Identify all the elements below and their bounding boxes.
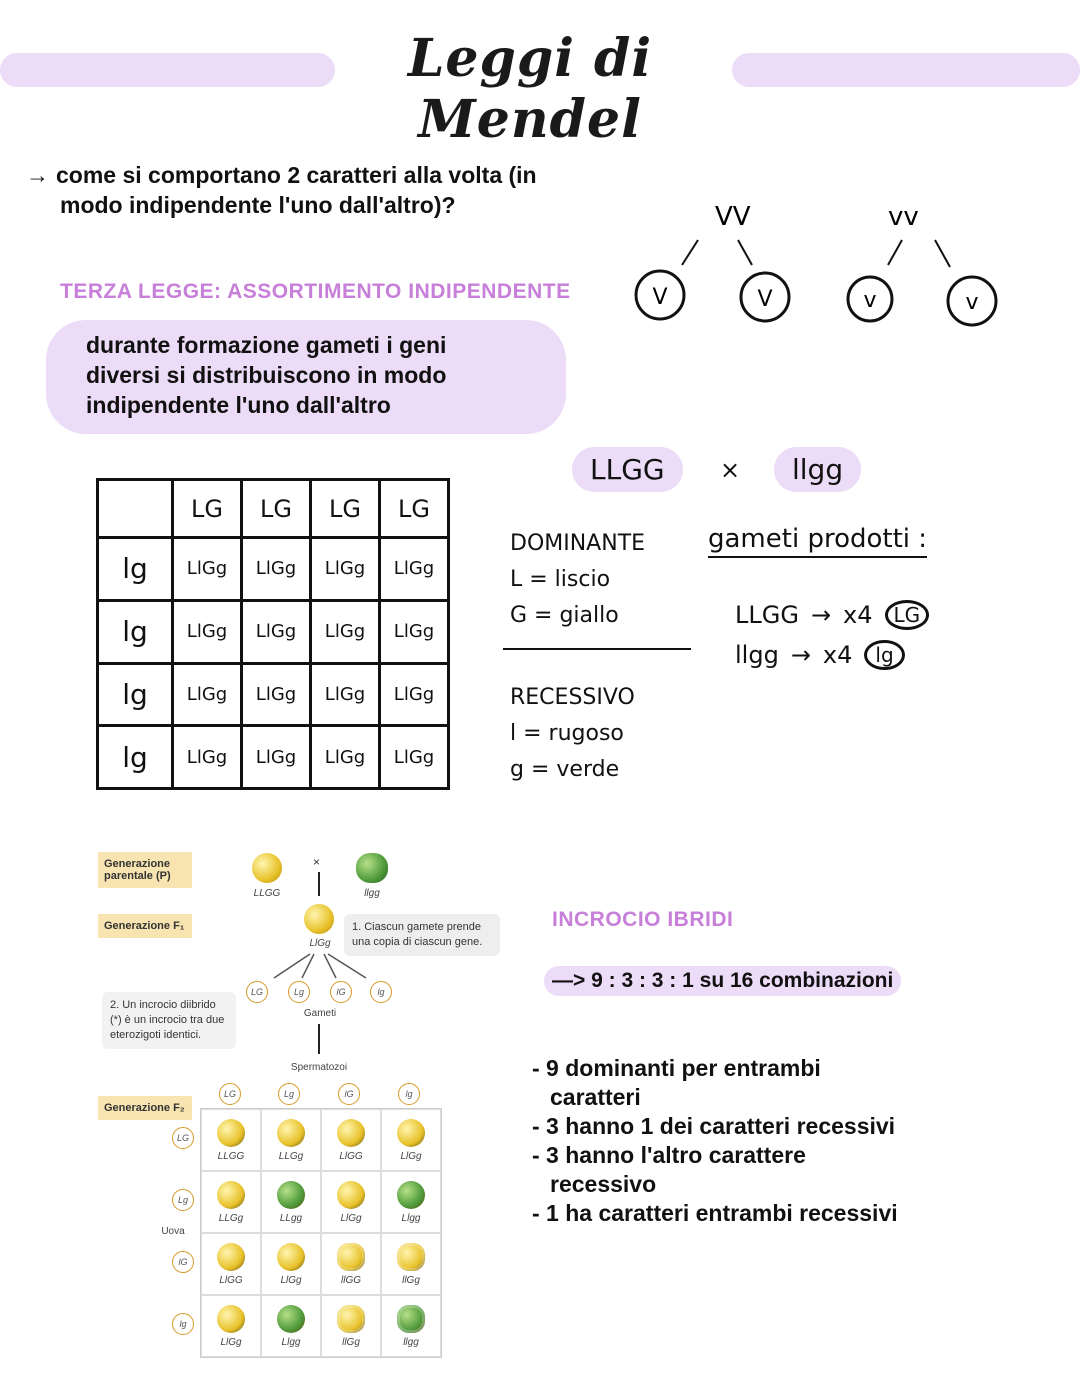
grid-cell: [321, 1109, 381, 1171]
gamete-icon: lG: [330, 981, 352, 1003]
divider: [503, 648, 691, 650]
recessive-traits: [510, 680, 635, 788]
genotype-label: LlGg: [340, 1212, 362, 1224]
cell: LlGg: [380, 663, 449, 726]
genotype-label: Llgg: [281, 1336, 301, 1348]
arrow-left-2: [738, 240, 752, 265]
gametes-line-1: [735, 600, 929, 630]
cell: LlGg: [311, 663, 380, 726]
yellow-smooth-pea-icon: [277, 1243, 305, 1271]
header-cell: LG: [242, 480, 311, 538]
yellow-smooth-pea-icon: [217, 1181, 245, 1209]
list-item: - 3 hanno 1 dei caratteri recessivi: [532, 1113, 896, 1139]
grid-cell: [261, 1295, 321, 1357]
cell: LlGg: [380, 726, 449, 789]
arrow-icon: →: [810, 601, 832, 629]
cell: LlGg: [242, 726, 311, 789]
sperm-gamete-icon: lg: [398, 1083, 420, 1105]
hybrid-ratio: —> 9 : 3 : 3 : 1 su 16 combinazioni: [544, 966, 901, 996]
dominant-trait: G = giallo: [510, 603, 619, 628]
gamete-icon: LG: [246, 981, 268, 1003]
note-2: 2. Un incrocio diibrido (*) è un incrocio tra due eterozigoti identici.: [102, 992, 236, 1049]
table-row: [98, 538, 449, 601]
dominant-title: DOMINANTE: [510, 531, 646, 556]
cross-parent-2: llgg: [774, 447, 861, 492]
yellow-smooth-pea-icon: [217, 1243, 245, 1271]
yellow-smooth-pea-icon: [337, 1119, 365, 1147]
list-item: recessivo: [550, 1171, 657, 1197]
cell: LlGg: [242, 538, 311, 601]
cross-sign: ×: [313, 855, 321, 869]
cell: LlGg: [173, 726, 242, 789]
sperm-gamete-icon: LG: [219, 1083, 241, 1105]
green-smooth-pea-icon: [397, 1181, 425, 1209]
row-label: lg: [98, 663, 173, 726]
header-cell: LG: [380, 480, 449, 538]
row-label: lg: [98, 600, 173, 663]
genotype-label: LlGG: [339, 1150, 363, 1162]
gamete-icon: Lg: [288, 981, 310, 1003]
grid-cell: [381, 1171, 441, 1233]
yellow-smooth-pea-icon: [217, 1119, 245, 1147]
yellow-wrinkled-pea-icon: [397, 1243, 425, 1271]
cross-parent-1: LLGG: [572, 447, 683, 492]
table-row: [98, 663, 449, 726]
third-law-line-3: indipendente l'uno dall'altro: [86, 392, 391, 418]
grid-cell: [321, 1171, 381, 1233]
cell: LlGg: [311, 600, 380, 663]
cell: LlGg: [311, 538, 380, 601]
question: [26, 160, 646, 220]
hybrid-list: [532, 1054, 898, 1228]
cell: LlGg: [242, 600, 311, 663]
yellow-wrinkled-pea-icon: [337, 1305, 365, 1333]
green-smooth-pea-icon: [277, 1305, 305, 1333]
yellow-smooth-pea-icon: [337, 1181, 365, 1209]
genotype: llgg: [735, 641, 779, 669]
genotype-label: LLGg: [218, 1212, 244, 1224]
grid-cell: [201, 1295, 261, 1357]
recessive-trait: l = rugoso: [510, 721, 624, 746]
grid-cell: [201, 1109, 261, 1171]
gametes-label: Gameti: [303, 1008, 337, 1019]
row-label: lg: [98, 726, 173, 789]
parent2-label: llgg: [364, 888, 380, 899]
question-line-1: come si comportano 2 caratteri alla volta (in: [56, 162, 537, 188]
table-row: [98, 600, 449, 663]
segregation-sketch: [620, 195, 1040, 335]
hand-punnett-square: [96, 478, 450, 790]
eggs-label: Uova: [161, 1226, 185, 1237]
green-wrinkled-pea-icon: [356, 853, 388, 883]
recessive-title: RECESSIVO: [510, 685, 635, 710]
cell: LlGg: [380, 538, 449, 601]
dominant-trait: L = liscio: [510, 567, 611, 592]
header-cell: LG: [311, 480, 380, 538]
arrow-down: [318, 872, 320, 896]
arrow-left-1: [682, 240, 698, 265]
gamete-label: v: [863, 288, 877, 313]
arrow-icon: →: [790, 641, 811, 669]
cell: LlGg: [311, 726, 380, 789]
genotype-label: LlGg: [280, 1274, 302, 1286]
title-bar-right: [732, 53, 1080, 87]
gamete-circle: lg: [864, 640, 904, 670]
green-wrinkled-pea-icon: [397, 1305, 425, 1333]
third-law-line-2: diversi si distribuiscono in modo: [86, 362, 447, 388]
genotype-label: llGg: [402, 1274, 420, 1286]
sperm-gamete-icon: lG: [338, 1083, 360, 1105]
grid-cell: [321, 1233, 381, 1295]
left-parent: VV: [715, 202, 751, 232]
grid-cell: [381, 1295, 441, 1357]
genotype-label: LLGg: [278, 1150, 304, 1162]
grid-cell: [261, 1233, 321, 1295]
gamete-arrows: [240, 950, 400, 984]
gamete-icon: lg: [370, 981, 392, 1003]
cell: LlGg: [173, 663, 242, 726]
arrow-right-2: [935, 240, 950, 267]
recessive-trait: g = verde: [510, 757, 620, 782]
cell: LlGg: [380, 600, 449, 663]
sperm-label: Spermatozoi: [290, 1062, 348, 1073]
arrow-right-1: [888, 240, 902, 265]
gamete-label: V: [652, 285, 668, 310]
label-gen-f1: Generazione F₁: [98, 914, 192, 938]
third-law-line-1: durante formazione gameti i geni: [86, 332, 447, 358]
title-bar-left: [0, 53, 335, 87]
genotype-label: LLgg: [279, 1212, 303, 1224]
third-law-text: [46, 320, 566, 434]
yellow-smooth-pea-icon: [252, 853, 282, 883]
page-title: Leggi di Mendel: [407, 28, 653, 150]
cross-sign: ×: [720, 456, 741, 484]
yellow-wrinkled-pea-icon: [337, 1243, 365, 1271]
note-1: 1. Ciascun gamete prende una copia di ciascun gene.: [344, 914, 500, 956]
genotype-label: LLGG: [217, 1150, 245, 1162]
corner-cell: [98, 480, 173, 538]
dominant-traits: [510, 526, 645, 634]
cell: LlGg: [173, 538, 242, 601]
egg-gamete-icon: LG: [172, 1127, 194, 1149]
genotype-label: LlGG: [219, 1274, 243, 1286]
grid-cell: [321, 1295, 381, 1357]
gametes-line-2: [735, 640, 905, 670]
genotype-label: Llgg: [401, 1212, 421, 1224]
yellow-smooth-pea-icon: [304, 904, 334, 934]
grid-cell: [381, 1233, 441, 1295]
f2-punnett-grid: [200, 1108, 442, 1358]
grid-cell: [261, 1109, 321, 1171]
cell: LlGg: [242, 663, 311, 726]
genotype-label: llGG: [341, 1274, 361, 1286]
cell: LlGg: [173, 600, 242, 663]
parent1-label: LLGG: [253, 888, 281, 899]
genotype-label: llGg: [342, 1336, 360, 1348]
right-parent: vv: [888, 202, 919, 232]
gamete-label: v: [965, 290, 979, 315]
yellow-smooth-pea-icon: [397, 1119, 425, 1147]
label-gen-f2: Generazione F₂: [98, 1096, 192, 1120]
egg-gamete-icon: lg: [172, 1313, 194, 1335]
yellow-smooth-pea-icon: [217, 1305, 245, 1333]
gamete-label: V: [757, 287, 773, 312]
genotype-label: llgg: [403, 1336, 419, 1348]
list-item: - 9 dominanti per entrambi: [532, 1055, 821, 1081]
egg-gamete-icon: Lg: [172, 1189, 194, 1211]
genotype-label: LlGg: [400, 1150, 422, 1162]
gamete-circle: LG: [885, 600, 930, 630]
grid-cell: [201, 1233, 261, 1295]
yellow-smooth-pea-icon: [277, 1119, 305, 1147]
hybrid-title: INCROCIO IBRIDI: [552, 908, 734, 931]
list-item: - 1 ha caratteri entrambi recessivi: [532, 1200, 898, 1226]
gametes-title: gameti prodotti :: [708, 524, 927, 558]
green-smooth-pea-icon: [277, 1181, 305, 1209]
count: x4: [843, 601, 873, 629]
question-line-2: modo indipendente l'uno dall'altro)?: [60, 192, 456, 218]
grid-cell: [381, 1109, 441, 1171]
label-gen-p: Generazione parentale (P): [98, 852, 192, 888]
header-cell: LG: [173, 480, 242, 538]
count: x4: [822, 641, 853, 669]
list-item: caratteri: [550, 1084, 641, 1110]
grid-cell: [201, 1171, 261, 1233]
grid-cell: [261, 1171, 321, 1233]
f1-label: LlGg: [309, 938, 331, 949]
genotype: LLGG: [735, 601, 799, 629]
row-label: lg: [98, 538, 173, 601]
third-law-title: TERZA LEGGE: ASSORTIMENTO INDIPENDENTE: [60, 280, 571, 303]
table-row: [98, 726, 449, 789]
arrow-icon: →: [26, 162, 49, 188]
list-item: - 3 hanno l'altro carattere: [532, 1142, 806, 1168]
arrow-down: [318, 1024, 320, 1054]
sperm-gamete-icon: Lg: [278, 1083, 300, 1105]
genotype-label: LlGg: [220, 1336, 242, 1348]
egg-gamete-icon: lG: [172, 1251, 194, 1273]
